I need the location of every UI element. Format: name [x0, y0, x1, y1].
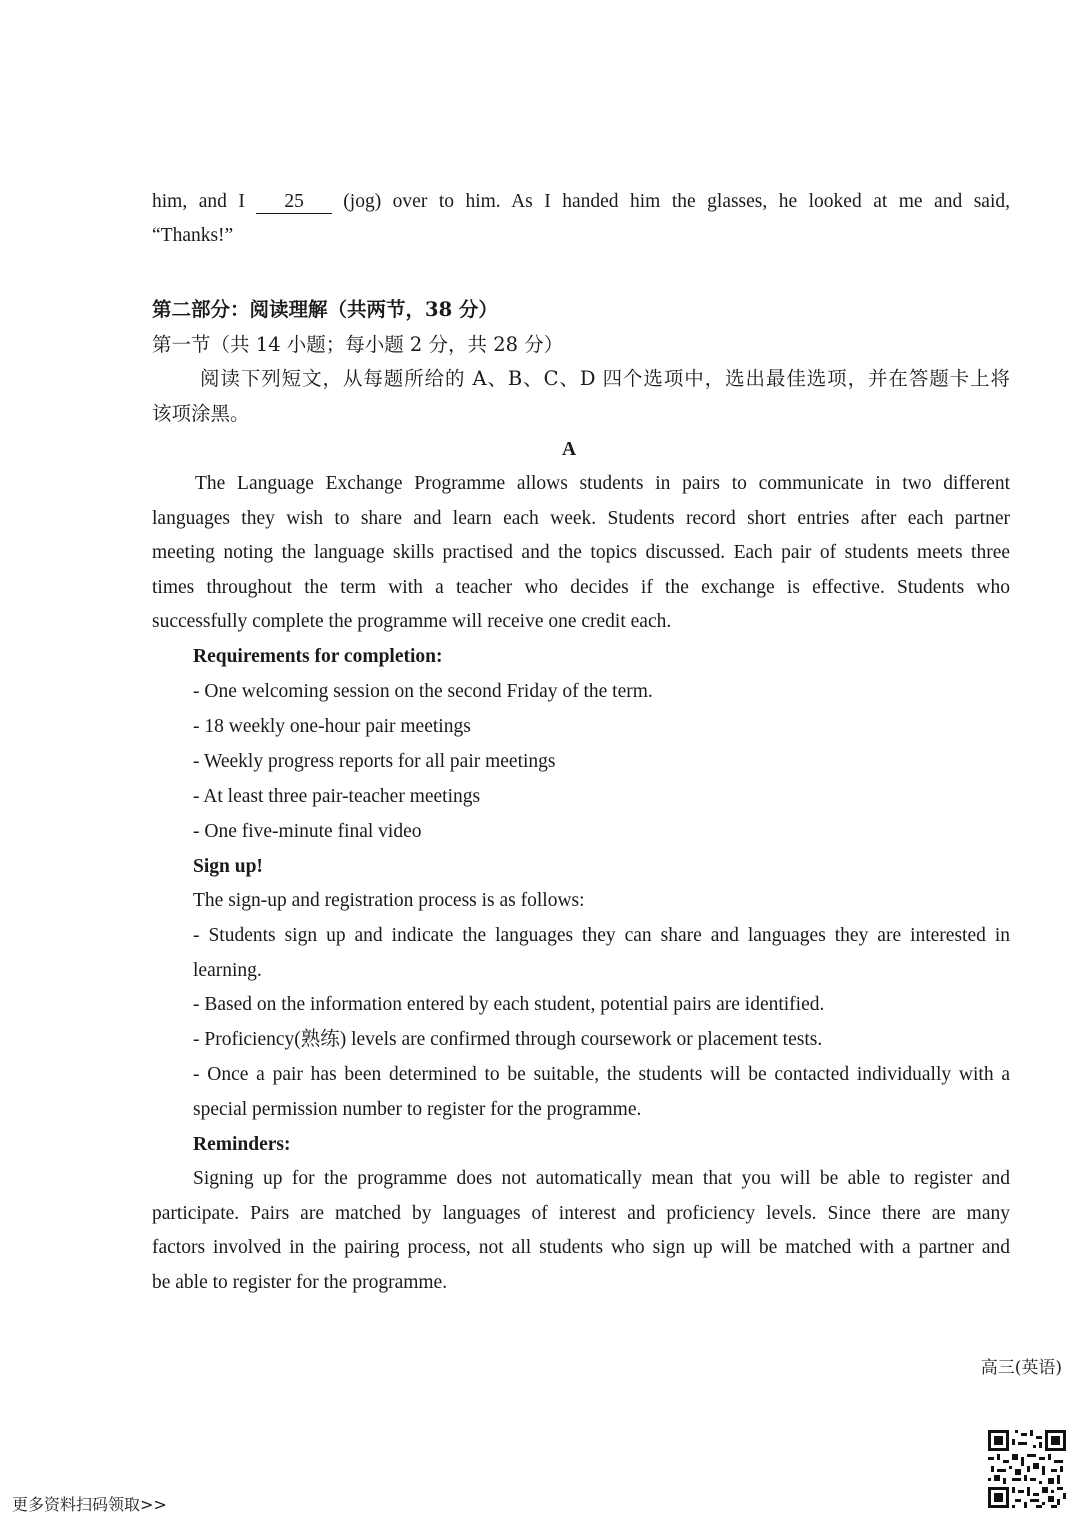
text-fragment: him, and I [152, 191, 257, 212]
subject-label: 高三(英语) [980, 1358, 1062, 1378]
paragraph-line: languages they wish to share and learn each week. Students record short entries after each partner [152, 508, 1010, 529]
signup-heading: Sign up! [193, 856, 263, 877]
paragraph-line: be able to register for the programme. [152, 1272, 448, 1293]
signup-intro: The sign-up and registration process is as follows: [193, 890, 585, 911]
answer-blank: 25 [256, 191, 332, 214]
requirement-item: - Weekly progress reports for all pair meetings [193, 751, 556, 772]
paragraph-line: The Language Exchange Programme allows students in pairs to communicate in two different [195, 473, 1010, 494]
paragraph-line: factors involved in the pairing process, not all students who sign up will be matched with a partner and [152, 1237, 1010, 1258]
requirement-item: - 18 weekly one-hour pair meetings [193, 716, 471, 737]
signup-step: - Proficiency(熟练) levels are confirmed through coursework or placement tests. [193, 1029, 823, 1050]
reminders-heading: Reminders: [193, 1134, 291, 1155]
part-title: 第二部分：阅读理解（共两节，38 分） [152, 298, 498, 321]
paragraph-line: successfully complete the programme will receive one credit each. [152, 611, 672, 632]
requirement-item: - At least three pair-teacher meetings [193, 786, 481, 807]
passage-letter: A [562, 439, 577, 460]
continued-text-line [152, 188, 1010, 216]
instruction-line: 阅读下列短文，从每题所给的 A、B、C、D 四个选项中，选出最佳选项，并在答题卡上将 [200, 367, 1010, 390]
text-fragment: (jog) over to him. As I handed him the glasses, he looked at me and said, [331, 191, 1010, 212]
more-resources-link[interactable]: 更多资料扫码领取>> [12, 1495, 167, 1514]
paragraph-line: times throughout the term with a teacher who decides if the exchange is effective. Students who [152, 577, 1010, 598]
qr-code-icon[interactable] [988, 1430, 1066, 1508]
paragraph-line: participate. Pairs are matched by languages of interest and proficiency levels. Since there are many [152, 1203, 1010, 1224]
requirements-heading: Requirements for completion: [193, 646, 443, 667]
continued-text-line: “Thanks!” [152, 225, 234, 246]
requirement-item: - One five-minute final video [193, 821, 422, 842]
paragraph-line: Signing up for the programme does not automatically mean that you will be able to register and [193, 1168, 1010, 1189]
section-subtitle: 第一节（共 14 小题；每小题 2 分，共 28 分） [152, 333, 564, 356]
signup-step: learning. [193, 960, 262, 981]
signup-step: - Students sign up and indicate the languages they can share and languages they are interested in [193, 925, 1010, 946]
signup-step: special permission number to register for the programme. [193, 1099, 642, 1120]
instruction-line: 该项涂黑。 [152, 402, 250, 425]
paragraph-line: meeting noting the language skills practised and the topics discussed. Each pair of students meets three [152, 542, 1010, 563]
signup-step: - Based on the information entered by each student, potential pairs are identified. [193, 994, 825, 1015]
requirement-item: - One welcoming session on the second Friday of the term. [193, 681, 653, 702]
signup-step: - Once a pair has been determined to be suitable, the students will be contacted individually with a [193, 1064, 1010, 1085]
